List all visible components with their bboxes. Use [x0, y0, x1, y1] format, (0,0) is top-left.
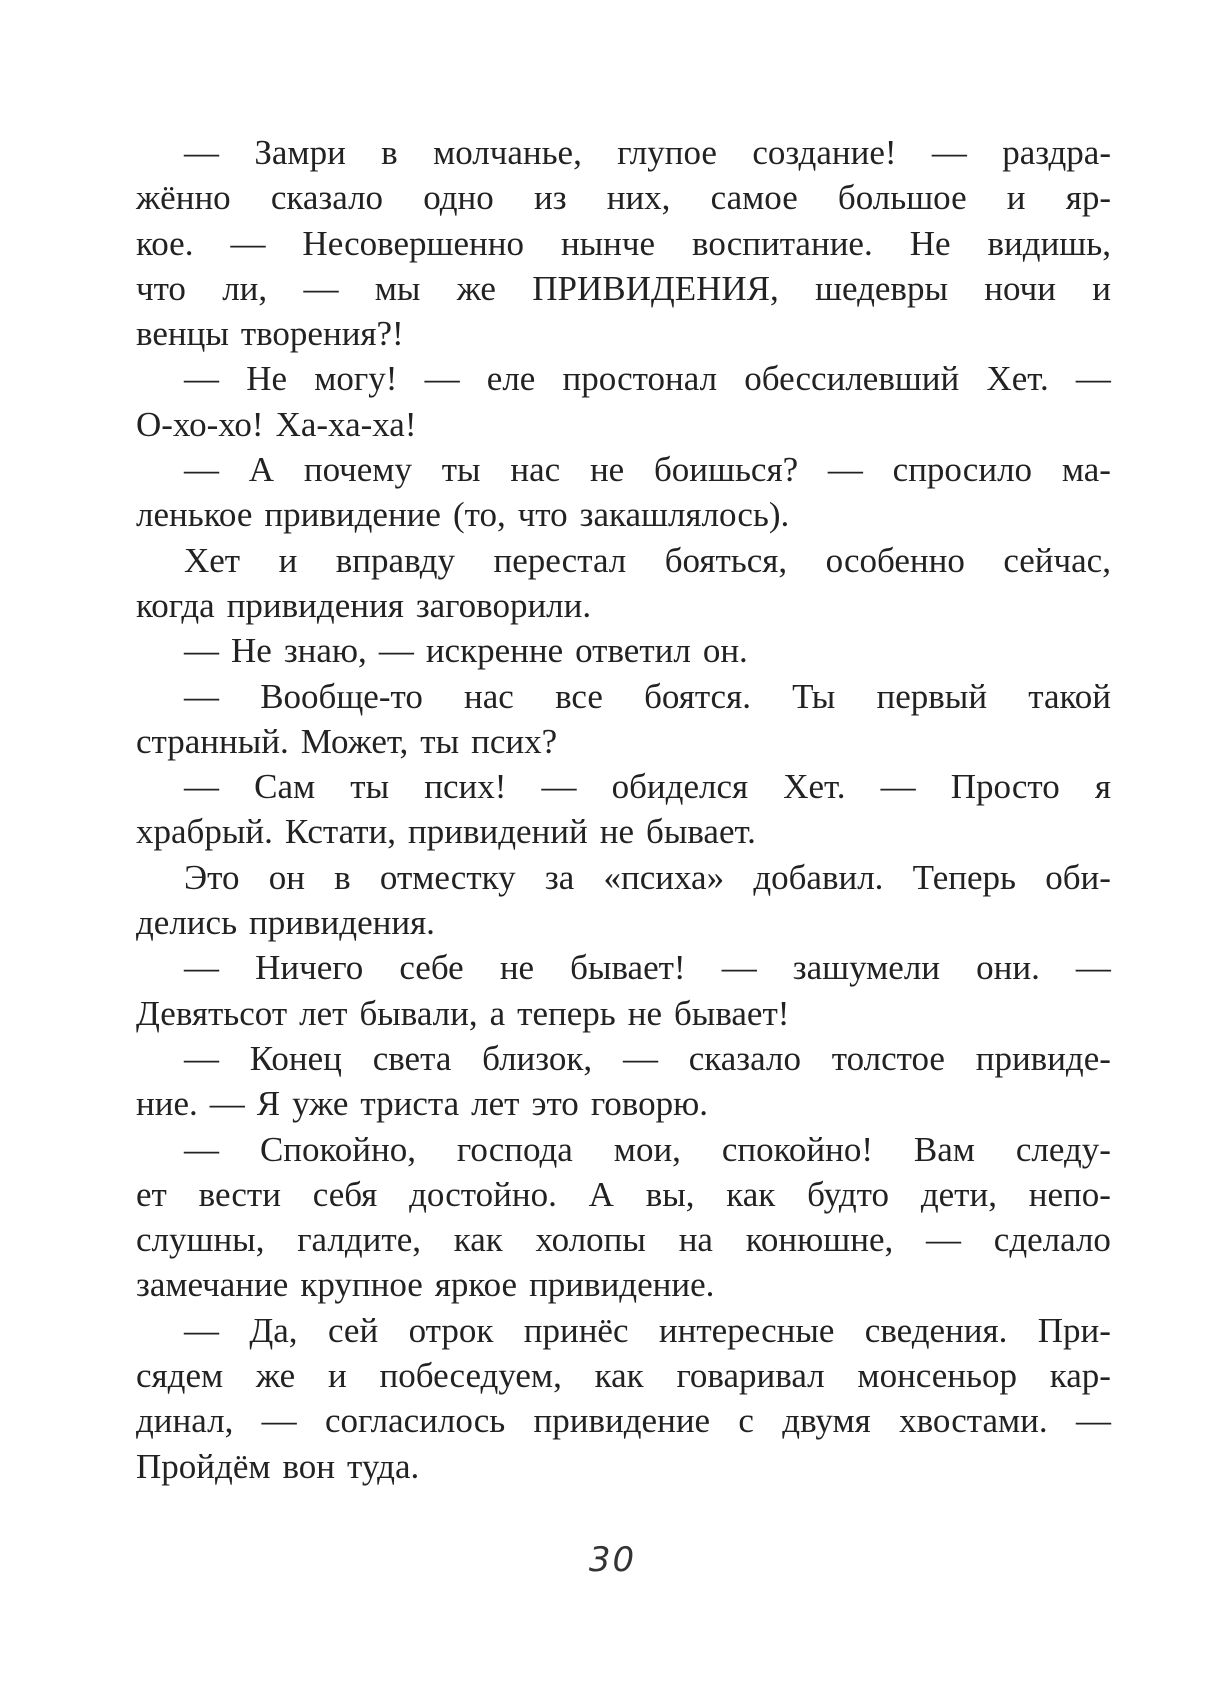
text-line: — Ничего себе не бывает! — зашумели они. —: [184, 948, 1111, 988]
text-line: — Спокойно, господа мои, спокойно! Вам следу-: [184, 1129, 1111, 1169]
body-text: [136, 130, 1111, 1489]
text-line: — Вообще-то нас все боятся. Ты первый такой: [184, 676, 1111, 716]
text-line: слушны, галдите, как холопы на конюшне, — сделало: [136, 1220, 1111, 1260]
text-line: ленькое привидение (то, что закашлялось).: [136, 495, 790, 535]
text-line: Хет и вправду перестал бояться, особенно сейчас,: [184, 540, 1111, 580]
text-line: — Да, сей отрок принёс интересные сведения. При-: [184, 1310, 1111, 1350]
text-line: делись привидения.: [136, 903, 435, 943]
text-line: — А почему ты нас не боишься? — спросило ма-: [184, 450, 1111, 490]
text-line: венцы творения?!: [136, 314, 404, 354]
text-line: — Не могу! — еле простонал обессилевший Хет. —: [184, 359, 1111, 399]
text-line: храбрый. Кстати, привидений не бывает.: [136, 812, 756, 852]
text-line: сядем же и побеседуем, как говаривал монсеньор кар-: [136, 1356, 1111, 1396]
text-line: О-хо-хо! Ха-ха-ха!: [136, 404, 417, 444]
text-line: — Замри в молчанье, глупое создание! — раздра-: [184, 133, 1111, 172]
text-line: — Конец света близок, — сказало толстое привиде-: [184, 1038, 1111, 1078]
text-line: Это он в отместку за «психа» добавил. Теперь оби-: [184, 857, 1111, 897]
text-line: кое. — Несовершенно нынче воспитание. Не видишь,: [136, 223, 1111, 263]
text-line: динал, — согласилось привидение с двумя хвостами. —: [136, 1401, 1111, 1441]
text-line: ет вести себя достойно. А вы, как будто дети, непо-: [136, 1174, 1111, 1214]
text-line: ние. — Я уже триста лет это говорю.: [136, 1084, 708, 1124]
text-line: — Сам ты псих! — обиделся Хет. — Просто я: [184, 767, 1111, 807]
text-line: Девятьсот лет бывали, а теперь не бывает!: [136, 993, 790, 1033]
text-line: — Не знаю, — искренне ответил он.: [184, 631, 748, 671]
text-line: что ли, — мы же ПРИВИДЕНИЯ, шедевры ночи и: [136, 268, 1111, 308]
text-line: когда привидения заговорили.: [136, 585, 592, 625]
text-line: замечание крупное яркое привидение.: [136, 1265, 715, 1305]
text-line: жённо сказало одно из них, самое большое и яр-: [136, 178, 1111, 218]
text-line: Пройдём вон туда.: [136, 1446, 420, 1486]
text-line: странный. Может, ты псих?: [136, 721, 558, 761]
page-number: 30: [588, 1540, 637, 1580]
